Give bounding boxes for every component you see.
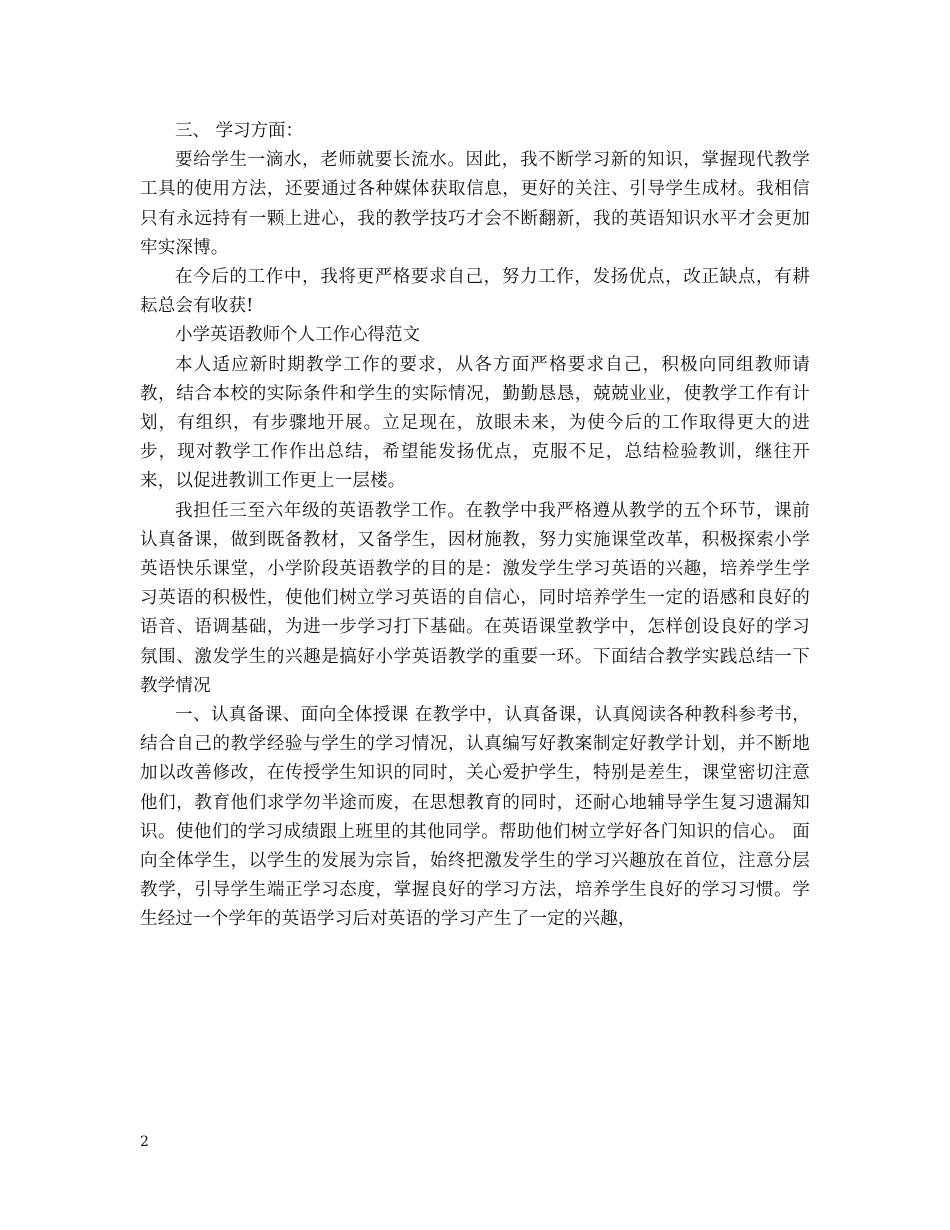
section-heading-study: 三、 学习方面： xyxy=(175,121,304,141)
document-body xyxy=(140,117,810,935)
paragraph-future-work: 在今后的工作中，我将更严格要求自己，努力工作，发扬优点，改正缺点，有耕耘总会有收获! xyxy=(140,267,810,317)
paragraph-lesson-preparation: 一、认真备课、面向全体授课 在教学中，认真备课，认真阅读各种教科参考书，结合自己的教学经验与学生的学习情况，认真编写好教案制定好教学计划，并不断地加以改善修改，在传授学生知识的同时，关心爱护学生，特别是差生，课堂密切注意他们，教育他们求学勿半途而废，在思想教育的同时，还耐心地辅导学生复习遗漏知识。使他们的学习成绩跟上班里的其他同学。帮助他们树立学好各门知识的信心。 面向全体学生，以学生的发展为宗旨，始终把激发学生的学习兴趣放在首位，注意分层教学，引导学生端正学习态度，掌握良好的学习方法，培养学生良好的学习习惯。学生经过一个学年的英语学习后对英语的学习产生了一定的兴趣， xyxy=(140,705,810,930)
page-number: 2 xyxy=(140,1134,149,1150)
paragraph-study-details: 要给学生一滴水，老师就要长流水。因此，我不断学习新的知识，掌握现代教学工具的使用方法，还要通过各种媒体获取信息，更好的关注、引导学生成材。我相信只有永远持有一颗上进心，我的教学技巧才会不断翻新，我的英语知识水平才会更加牢实深博。 xyxy=(140,150,810,258)
article-title: 小学英语教师个人工作心得范文 xyxy=(175,325,420,346)
paragraph-teaching-duties: 我担任三至六年级的英语教学工作。在教学中我严格遵从教学的五个环节，课前认真备课，做到既备教材，又备学生，因材施教，努力实施课堂改革，积极探索小学英语快乐课堂，小学阶段英语教学的目的是：激发学生学习英语的兴趣，培养学生学习英语的积极性，使他们树立学习英语的自信心，同时培养学生一定的语感和良好的语音、语调基础，为进一步学习打下基础。在英语课堂教学中，怎样创设良好的学习氛围、激发学生的兴趣是搞好小学英语教学的重要一环。下面结合教学实践总结一下教学情况 xyxy=(140,500,810,696)
paragraph-introduction: 本人适应新时期教学工作的要求，从各方面严格要求自己，积极向同组教师请教，结合本校的实际条件和学生的实际情况，勤勤恳恳，兢兢业业，使教学工作有计划，有组织，有步骤地开展。立足现在，放眼未来，为使今后的工作取得更大的进步，现对教学工作作出总结，希望能发扬优点，克服不足，总结检验教训，继往开来，以促进教训工作更上一层楼。 xyxy=(140,354,810,492)
